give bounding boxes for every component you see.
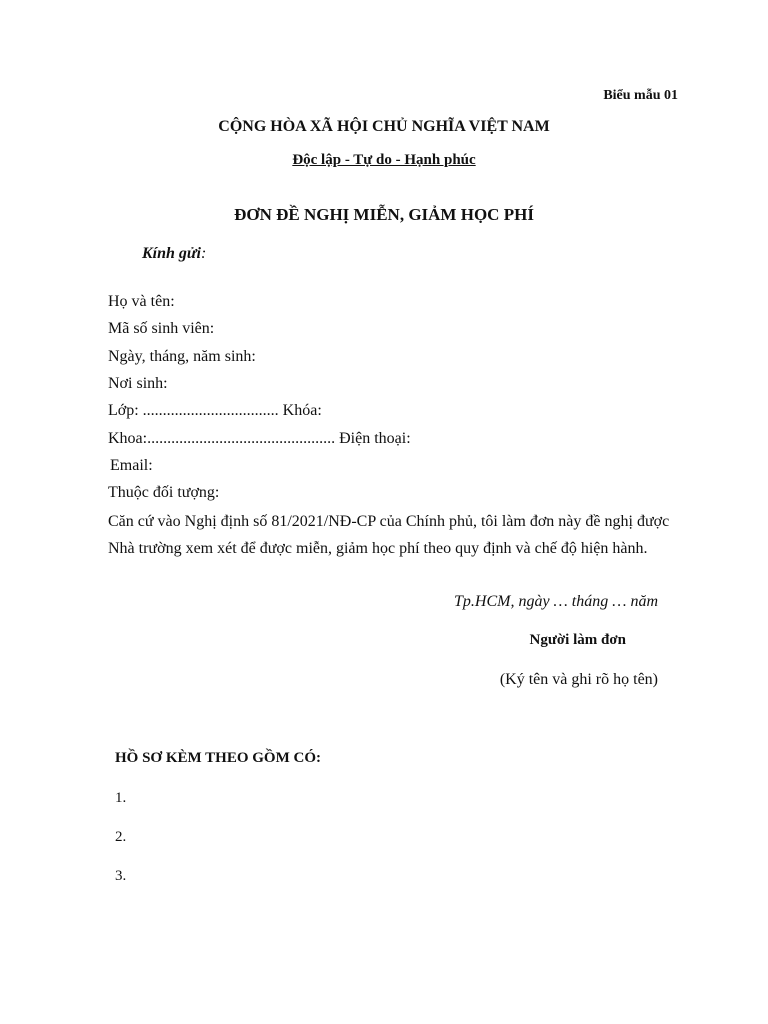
place-date-line: Tp.HCM, ngày … tháng … năm [453,593,658,610]
recipient-line [142,245,206,263]
field-faculty-phone: Khoa:............................................... Điện thoại: [108,430,411,447]
recipient-label: Kính gửi [142,245,201,262]
form-code: Biểu mẫu 01 [603,88,678,103]
national-heading: CỘNG HÒA XÃ HỘI CHỦ NGHĨA VIỆT NAM [218,118,550,135]
field-full-name: Họ và tên: [108,293,175,310]
recipient-colon: : [200,245,207,262]
attachment-item: 3. [115,868,127,884]
field-class-course: Lớp: .................................. Khóa: [108,402,322,419]
field-date-of-birth: Ngày, tháng, năm sinh: [108,348,256,365]
field-place-of-birth: Nơi sinh: [108,375,168,392]
attachment-item: 1. [115,790,127,806]
national-motto: Độc lập - Tự do - Hạnh phúc [292,152,476,168]
field-category: Thuộc đối tượng: [108,484,220,501]
request-paragraph: Căn cứ vào Nghị định số 81/2021/NĐ-CP của Chính phủ, tôi làm đơn này đề nghị được Nhà trường xem xét để được miễn, giảm học phí theo quy định và chế độ hiện hành. [108,513,670,557]
applicant-label: Người làm đơn [529,632,626,648]
attachment-item: 2. [115,829,127,845]
field-email: Email: [110,457,153,474]
field-student-id: Mã số sinh viên: [108,320,215,337]
document-title: ĐƠN ĐỀ NGHỊ MIỄN, GIẢM HỌC PHÍ [234,205,534,224]
attachments-heading: HỒ SƠ KÈM THEO GỒM CÓ: [115,750,321,766]
signature-note: (Ký tên và ghi rõ họ tên) [499,671,658,688]
